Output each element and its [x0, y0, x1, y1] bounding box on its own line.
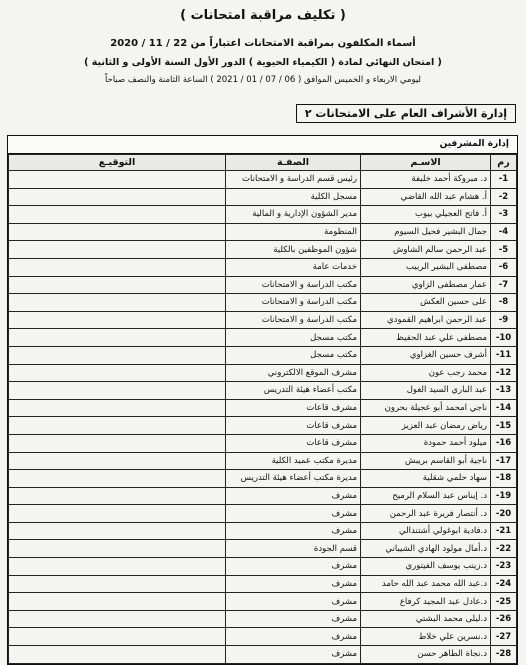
- document-title: ( تكليف مراقبة امتحانات ): [180, 8, 346, 23]
- assignment-line: أسماء المكلفون بمراقبة الامتحانات اعتباراً من 22 / 11 / 2020: [110, 38, 416, 49]
- row-signature[interactable]: [9, 522, 226, 540]
- row-role: مكتب الدراسة و الامتحانات: [226, 311, 361, 329]
- row-role: مشرف قاعات: [226, 417, 361, 435]
- row-number: 9-: [491, 311, 517, 329]
- row-number: 2-: [491, 188, 517, 206]
- table-row: [9, 628, 517, 646]
- row-number: 7-: [491, 276, 517, 294]
- col-header-signature: التوقيـع: [9, 155, 226, 171]
- table-row: [9, 487, 517, 505]
- row-number: 23-: [491, 558, 517, 576]
- row-role: مشرف: [226, 646, 361, 664]
- row-name: عبد الباري السيد الغول: [361, 382, 491, 400]
- table-row: [9, 294, 517, 312]
- table-row: [9, 364, 517, 382]
- supervisors-table: [7, 135, 518, 665]
- row-number: 26-: [491, 610, 517, 628]
- row-number: 24-: [491, 575, 517, 593]
- row-name: د.نجاة الطاهر حسن: [361, 646, 491, 664]
- row-signature[interactable]: [9, 434, 226, 452]
- row-role: مشرف: [226, 522, 361, 540]
- col-header-role: الصفـة: [226, 155, 361, 171]
- row-number: 19-: [491, 487, 517, 505]
- row-name: ناجية أبو القاسم بريبش: [361, 452, 491, 470]
- row-signature[interactable]: [9, 452, 226, 470]
- row-signature[interactable]: [9, 258, 226, 276]
- row-name: د.عبد الله محمد عبد الله حامد: [361, 575, 491, 593]
- table-row: [9, 258, 517, 276]
- table-row: [9, 593, 517, 611]
- row-role: مشرف قاعات: [226, 434, 361, 452]
- row-name: د.ليلى محمد البشتي: [361, 610, 491, 628]
- table-row: [9, 329, 517, 347]
- table-row: [9, 206, 517, 224]
- row-signature[interactable]: [9, 610, 226, 628]
- table-row: [9, 540, 517, 558]
- table-row: [9, 522, 517, 540]
- row-signature[interactable]: [9, 593, 226, 611]
- row-signature[interactable]: [9, 329, 226, 347]
- row-name: عبد الرحمن سالم الشاوش: [361, 241, 491, 259]
- row-number: 3-: [491, 206, 517, 224]
- table-row: [9, 646, 517, 664]
- row-signature[interactable]: [9, 540, 226, 558]
- row-role: مشرف قاعات: [226, 399, 361, 417]
- row-role: قسم الجودة: [226, 540, 361, 558]
- table-row: [9, 558, 517, 576]
- row-name: جمال البشير فحيل السيوم: [361, 223, 491, 241]
- row-number: 11-: [491, 346, 517, 364]
- table-row: [9, 417, 517, 435]
- row-number: 5-: [491, 241, 517, 259]
- row-role: مشرف الموقع الالكتروني: [226, 364, 361, 382]
- row-role: مشرف: [226, 487, 361, 505]
- row-name: د. أنتصار فريرة عبد الرحمن: [361, 505, 491, 523]
- row-role: مديرة مكتب أعضاء هيئة التدريس: [226, 470, 361, 488]
- row-number: 1-: [491, 171, 517, 189]
- row-number: 16-: [491, 434, 517, 452]
- row-name: ميلود أحمد حمودة: [361, 434, 491, 452]
- table-row: [9, 575, 517, 593]
- row-role: مسجل الكلية: [226, 188, 361, 206]
- row-number: 6-: [491, 258, 517, 276]
- row-signature[interactable]: [9, 558, 226, 576]
- row-signature[interactable]: [9, 399, 226, 417]
- row-signature[interactable]: [9, 470, 226, 488]
- row-number: 14-: [491, 399, 517, 417]
- section-title: إدارة الأشراف العام على الامتحانات ٢: [296, 104, 516, 123]
- row-signature[interactable]: [9, 294, 226, 312]
- row-number: 10-: [491, 329, 517, 347]
- row-name: مصطفى علي عبد الحفيظ: [361, 329, 491, 347]
- row-number: 17-: [491, 452, 517, 470]
- row-signature[interactable]: [9, 276, 226, 294]
- row-number: 25-: [491, 593, 517, 611]
- row-role: مشرف: [226, 558, 361, 576]
- row-signature[interactable]: [9, 171, 226, 189]
- row-name: د.عادل عبد المجيد كرفاع: [361, 593, 491, 611]
- row-signature[interactable]: [9, 382, 226, 400]
- row-number: 15-: [491, 417, 517, 435]
- row-role: مكتب أعضاء هيئة التدريس: [226, 382, 361, 400]
- row-signature[interactable]: [9, 241, 226, 259]
- table-caption: إدارة المشرفين: [8, 136, 517, 154]
- table-row: [9, 241, 517, 259]
- table-row: [9, 610, 517, 628]
- row-signature[interactable]: [9, 364, 226, 382]
- row-name: د.فادية ابوغولي أشتندالي: [361, 522, 491, 540]
- row-signature[interactable]: [9, 417, 226, 435]
- table-row: [9, 346, 517, 364]
- row-signature[interactable]: [9, 188, 226, 206]
- row-signature[interactable]: [9, 505, 226, 523]
- row-role: مشرف: [226, 593, 361, 611]
- row-name: ناجي امحمد أبو عجيلة بحرون: [361, 399, 491, 417]
- row-role: شؤون الموظفين بالكلية: [226, 241, 361, 259]
- row-number: 12-: [491, 364, 517, 382]
- row-role: مشرف: [226, 610, 361, 628]
- row-name: سهاد حلمي شقلية: [361, 470, 491, 488]
- row-role: مشرف: [226, 628, 361, 646]
- row-signature[interactable]: [9, 346, 226, 364]
- row-signature[interactable]: [9, 646, 226, 664]
- row-name: د. إيناس عبد السلام الرميح: [361, 487, 491, 505]
- col-header-name: الاسـم: [361, 155, 491, 171]
- row-name: مصطفى البشير الربيب: [361, 258, 491, 276]
- row-role: مكتب مسجل: [226, 346, 361, 364]
- col-header-number: رم: [491, 155, 517, 171]
- row-number: 8-: [491, 294, 517, 312]
- row-number: 18-: [491, 470, 517, 488]
- row-signature[interactable]: [9, 628, 226, 646]
- row-name: عمار مصطفى الزاوي: [361, 276, 491, 294]
- row-name: عبد الرحمن ابراهيم القمودي: [361, 311, 491, 329]
- row-role: مشرف: [226, 505, 361, 523]
- table-row: [9, 276, 517, 294]
- row-role: مشرف: [226, 575, 361, 593]
- row-name: د.زينب يوسف الفيتوري: [361, 558, 491, 576]
- row-role: خدمات عامة: [226, 258, 361, 276]
- table-row: [9, 452, 517, 470]
- schedule-line: ليومي الاربعاء و الخميس الموافق ( 06 / 07 / 01 / 2021 ) الساعة الثامنة والنصف صباحاً: [104, 75, 422, 85]
- row-role: المنظومة: [226, 223, 361, 241]
- row-signature[interactable]: [9, 575, 226, 593]
- table-row: [9, 434, 517, 452]
- row-name: رياض رمضان عبد العزيز: [361, 417, 491, 435]
- row-role: مكتب الدراسة و الامتحانات: [226, 294, 361, 312]
- row-signature[interactable]: [9, 487, 226, 505]
- row-role: مديرة مكتب عميد الكلية: [226, 452, 361, 470]
- row-signature[interactable]: [9, 311, 226, 329]
- row-name: محمد رجب عون: [361, 364, 491, 382]
- table-row: [9, 223, 517, 241]
- row-name: د.نسرين علي خلاط: [361, 628, 491, 646]
- row-number: 4-: [491, 223, 517, 241]
- exam-line: ( امتحان النهائي لمادة ( الكيمياء الحيوية ) الدور الأول السنة الأولى و الثانية ): [84, 57, 442, 68]
- row-name: د. مبروكة أحمد خليفة: [361, 171, 491, 189]
- row-name: د.أمال مولود الهادي الشيباني: [361, 540, 491, 558]
- table-row: [9, 311, 517, 329]
- row-name: على حسين العكش: [361, 294, 491, 312]
- row-number: 21-: [491, 522, 517, 540]
- row-name: أ. فاتح العجيلي بيوب: [361, 206, 491, 224]
- table-row: [9, 188, 517, 206]
- row-role: مكتب مسجل: [226, 329, 361, 347]
- table-row: [9, 382, 517, 400]
- row-name: أ. هشام عبد الله القاضي: [361, 188, 491, 206]
- row-name: أشرف حسين الغزاوي: [361, 346, 491, 364]
- row-number: 27-: [491, 628, 517, 646]
- row-role: مدير الشؤون الإدارية و المالية: [226, 206, 361, 224]
- row-number: 28-: [491, 646, 517, 664]
- row-role: مكتب الدراسة و الامتحانات: [226, 276, 361, 294]
- row-number: 22-: [491, 540, 517, 558]
- table-row: [9, 470, 517, 488]
- row-signature[interactable]: [9, 206, 226, 224]
- table-row: [9, 171, 517, 189]
- row-number: 20-: [491, 505, 517, 523]
- row-number: 13-: [491, 382, 517, 400]
- table-row: [9, 399, 517, 417]
- row-role: رئيس قسم الدراسة و الامتحانات: [226, 171, 361, 189]
- table-header-row: [9, 155, 517, 171]
- row-signature[interactable]: [9, 223, 226, 241]
- table-row: [9, 505, 517, 523]
